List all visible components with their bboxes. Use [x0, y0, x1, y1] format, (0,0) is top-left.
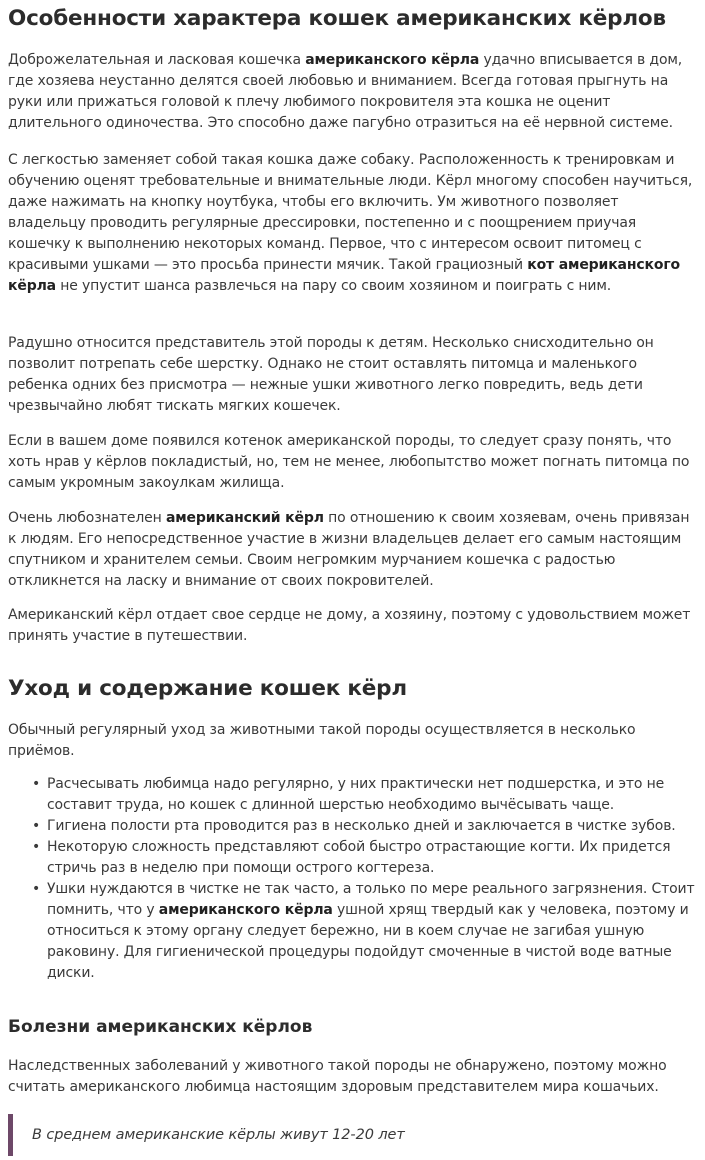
list-item: [30, 774, 696, 816]
bold-term: кот американского кёрла: [8, 257, 680, 294]
heading-character: Особенности характера кошек американских кёрлов: [8, 6, 666, 31]
bullet-icon: •: [32, 881, 41, 897]
bullet-icon: •: [32, 818, 41, 834]
bold-term: американского кёрла: [158, 902, 333, 918]
heading-care: Уход и содержание кошек кёрл: [8, 676, 407, 701]
paragraph-kitten: Если в вашем доме появился котенок американской породы, то следует сразу понять, что хоть нрав у кёрлов покладистый, но, тем не менее, любопытство может погнать питомца по самым укромным закоулкам жилища.: [8, 433, 690, 491]
list-item-text: Гигиена полости рта проводится раз в несколько дней и заключается в чистке зубов.: [47, 818, 676, 834]
list-item: [30, 837, 696, 879]
blockquote-text: В среднем американские кёрлы живут 12-20 лет: [32, 1127, 405, 1143]
list-item: [30, 879, 696, 984]
paragraph-owners: Очень любознателен американский кёрл по отношению к своим хозяевам, очень привязан к людям. Его непосредственное участие в жизни владельцев делает его самым настоящим спутником и хранителем семьи. Своим негромким мурчанием кошечка с радостью откликнется на ласку и внимание от своих покровителей.: [8, 510, 690, 589]
list-item: [30, 816, 696, 837]
bullet-icon: •: [32, 839, 41, 855]
list-item-text: Некоторую сложность представляют собой быстро отрастающие когти. Их придется стричь раз в неделю при помощи острого когтереза.: [47, 839, 671, 876]
bold-term: американского кёрла: [305, 52, 480, 68]
paragraph-children: Радушно относится представитель этой породы к детям. Несколько снисходительно он позволит потрепать себе шерстку. Однако не стоит оставлять питомца и маленького ребенка одних без присмотра — нежные ушки животного легко повредить, ведь дети чрезвычайно любят тискать мягких кошечек.: [8, 335, 654, 414]
paragraph-intro: Доброжелательная и ласковая кошечка американского кёрла удачно вписывается в дом, где хозяева неустанно делятся своей любовью и вниманием. Всегда готовая прыгнуть на руки или прижаться головой к плечу любимого покровителя эта кошка не оценит длительного одиночества. Это способно даже пагубно отразиться на её нервной системе.: [8, 52, 683, 131]
paragraph-travel: Американский кёрл отдает свое сердце не дому, а хозяину, поэтому с удовольствием может принять участие в путешествии.: [8, 607, 691, 644]
paragraph-training: С легкостью заменяет собой такая кошка даже собаку. Расположенность к тренировкам и обучению оценят требовательные и внимательные люди. Кёрл многому способен научиться, даже нажимать на кнопку ноутбука, чтобы его включить. Ум животного позволяет владельцу проводить регулярные дрессировки, постепенно и с поощрением приучая кошечку к выполнению некоторых команд. Первое, что с интересом освоит питомец с красивыми ушками — это просьба принести мячик. Такой грациозный кот американского кёрла не упустит шанса развлечься на пару со своим хозяином и поиграть с ним.: [8, 152, 693, 294]
list-item-text: Ушки нуждаются в чистке не так часто, а только по мере реального загрязнения. Стоит помнить, что у американского кёрла ушной хрящ твердый как у человека, поэтому и относиться к этому органу следует бережно, ни в коем случае не загибая ушную раковину. Для гигиенической процедуры подойдут смоченные в чистой воде ватные диски.: [47, 881, 695, 981]
blockquote: [8, 1114, 698, 1156]
list-item-text: Расчесывать любимца надо регулярно, у них практически нет подшерстка, и это не составит труда, но кошек с длинной шерстью необходимо вычёсывать чаще.: [47, 776, 665, 813]
care-list: [30, 774, 696, 984]
paragraph-care-intro: Обычный регулярный уход за животными такой породы осуществляется в несколько приёмов.: [8, 722, 636, 759]
heading-diseases: Болезни американских кёрлов: [8, 1017, 313, 1037]
bullet-icon: •: [32, 776, 41, 792]
bold-term: американский кёрл: [165, 510, 324, 526]
paragraph-diseases: Наследственных заболеваний у животного такой породы не обнаружено, поэтому можно считать американского любимца настоящим здоровым представителем мира кошачьих.: [8, 1058, 667, 1095]
